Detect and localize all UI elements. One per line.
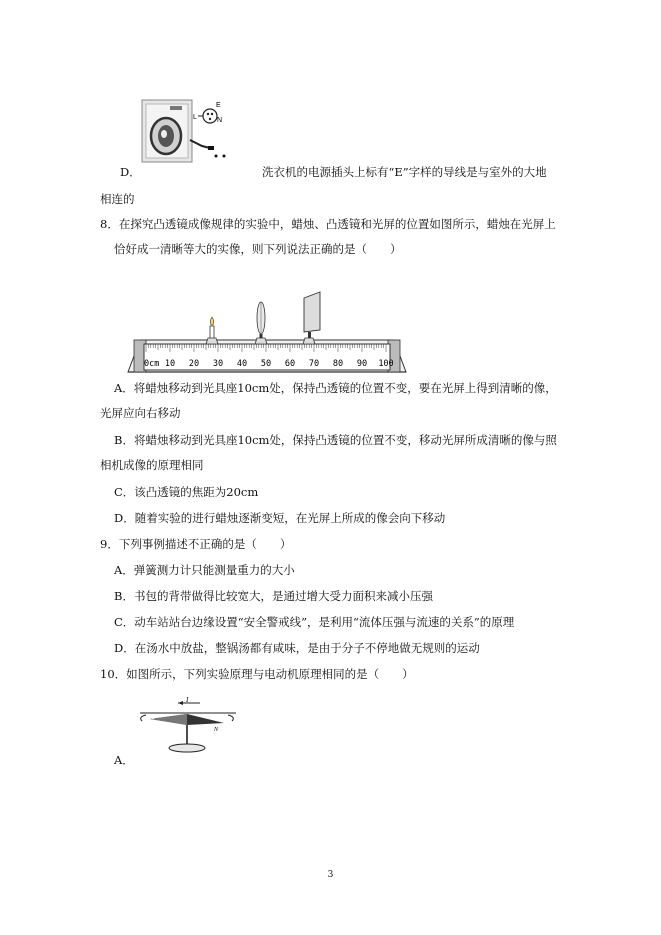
light-screen-icon bbox=[303, 292, 320, 344]
q8-stem-cont: 恰好成一清晰等大的实像，则下列说法正确的是（ ） bbox=[114, 242, 402, 256]
ruler-tick-label: 50 bbox=[260, 359, 272, 369]
ruler-tick-label: 60 bbox=[284, 359, 296, 369]
q8-option-b: B．将蜡烛移动到光具座10cm处，保持凸透镜的位置不变，移动光屏所成清晰的像与照 bbox=[114, 433, 557, 447]
q8-option-d: D．随着实验的进行蜡烛逐渐变短，在光屏上所成的像会向下移动 bbox=[114, 511, 446, 525]
q7-option-d-label: D． bbox=[120, 165, 141, 179]
candle-icon bbox=[206, 317, 218, 344]
q8-stem: 8．在探究凸透镜成像规律的实验中，蜡烛、凸透镜和光屏的位置如图所示，蜡烛在光屏上 bbox=[100, 217, 556, 231]
ruler-tick-label: 100 bbox=[378, 359, 394, 369]
q10-option-a-label: A． bbox=[114, 753, 134, 767]
q8-option-a-cont: 光屏应向右移动 bbox=[100, 406, 181, 420]
q8-option-c: C．该凸透镜的焦距为20cm bbox=[114, 485, 259, 499]
ruler-tick-label: 20 bbox=[188, 359, 200, 369]
q8-option-a: A．将蜡烛移动到光具座10cm处，保持凸透镜的位置不变，要在光屏上得到清晰的像， bbox=[114, 381, 557, 395]
q9-stem: 9．下列事例描述不正确的是（ ） bbox=[100, 537, 292, 551]
ruler-tick-label: 10 bbox=[164, 359, 176, 369]
current-label: I bbox=[186, 696, 189, 704]
page-number: 3 bbox=[327, 870, 334, 880]
q8-option-b-cont: 相机成像的原理相同 bbox=[100, 458, 204, 472]
oersted-experiment-figure bbox=[132, 693, 242, 755]
socket-label-n: N bbox=[217, 117, 223, 124]
convex-lens-icon bbox=[255, 302, 267, 344]
ruler-tick-label: 40 bbox=[236, 359, 248, 369]
socket-label-l: L bbox=[193, 114, 197, 121]
south-pole-label: S bbox=[152, 715, 155, 721]
q7-option-d-text: 洗衣机的电源插头上标有“E”字样的导线是与室外的大地 bbox=[262, 165, 547, 179]
washing-machine-plug-figure bbox=[140, 98, 240, 168]
q7-option-d-text-cont: 相连的 bbox=[100, 192, 135, 206]
q9-option-c: C．动车站站台边缘设置“安全警戒线”，是利用“流体压强与流速的关系”的原理 bbox=[114, 615, 515, 629]
optical-bench-figure bbox=[124, 288, 410, 378]
ruler-tick-label: 0cm bbox=[144, 359, 160, 369]
q9-option-a: A．弹簧测力计只能测量重力的大小 bbox=[114, 563, 295, 577]
q10-stem: 10．如图所示，下列实验原理与电动机原理相同的是（ ） bbox=[100, 667, 414, 681]
ruler-tick-label: 70 bbox=[308, 359, 320, 369]
socket-label-e: E bbox=[216, 102, 221, 109]
ruler-tick-label: 80 bbox=[332, 359, 344, 369]
north-pole-label: N bbox=[214, 727, 219, 733]
ruler-tick-label: 30 bbox=[212, 359, 224, 369]
q9-option-b: B．书包的背带做得比较宽大，是通过增大受力面积来减小压强 bbox=[114, 589, 433, 603]
q9-option-d: D．在汤水中放盐，整锅汤都有咸味，是由于分子不停地做无规则的运动 bbox=[114, 641, 480, 655]
ruler-tick-label: 90 bbox=[356, 359, 368, 369]
